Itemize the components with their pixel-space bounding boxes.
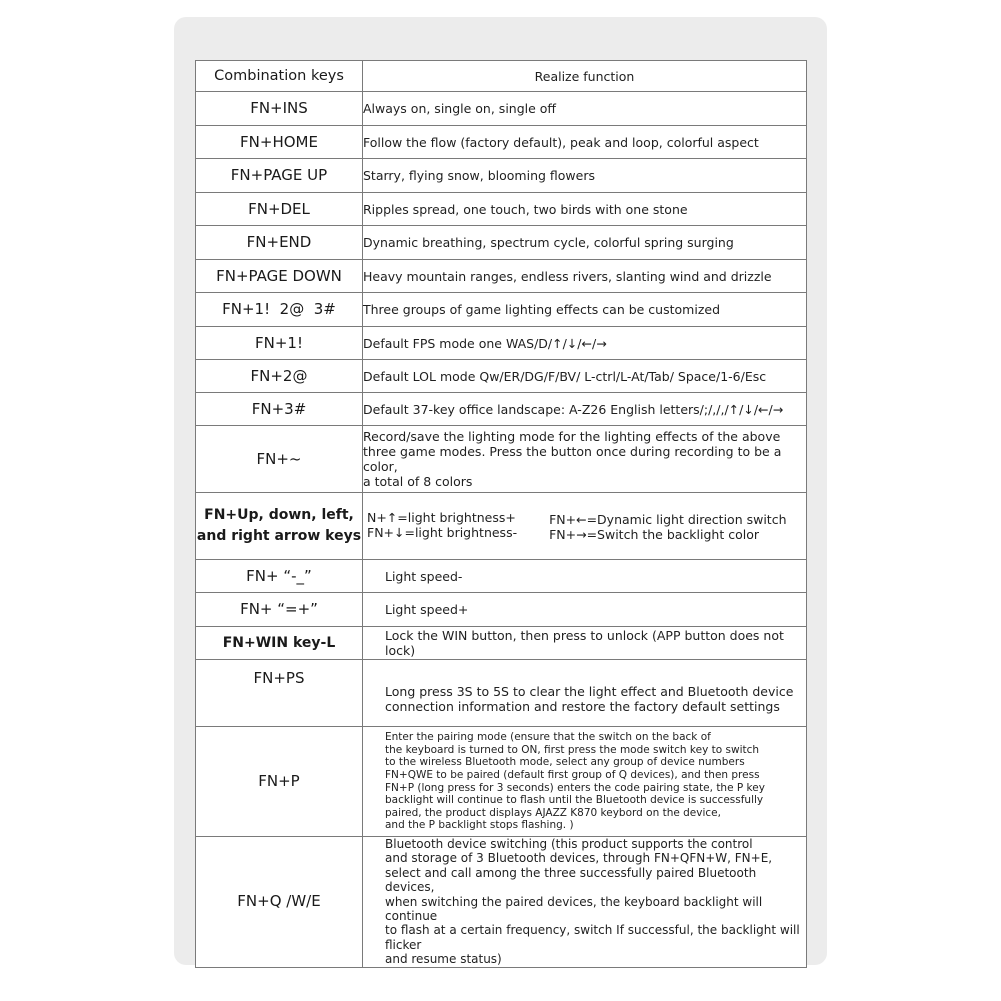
key-combo: FN+PAGE UP xyxy=(196,159,363,193)
function-text: Light speed+ xyxy=(363,593,807,627)
function-line: and resume status) xyxy=(385,952,502,967)
table-row xyxy=(196,393,807,426)
header-realize-function: Realize function xyxy=(363,61,807,92)
key-line: and right arrow keys xyxy=(196,528,362,544)
key-line: FN+Up, down, left, xyxy=(204,507,354,523)
table-row xyxy=(196,92,807,126)
key-combo: FN+ “-_” xyxy=(196,560,363,593)
function-text: Three groups of game lighting effects can be customized xyxy=(363,293,807,327)
function-text: Always on, single on, single off xyxy=(363,92,807,126)
key-combo: FN+WIN key-L xyxy=(196,627,363,660)
function-line: FN+QWE to be paired (default first group of Q devices), and then press xyxy=(385,768,760,781)
key-combo: FN+3# xyxy=(196,393,363,426)
table-row xyxy=(196,560,807,593)
table-row xyxy=(196,493,807,560)
function-line: when switching the paired devices, the keyboard backlight will continue xyxy=(385,894,763,924)
key-combo: FN+~ xyxy=(196,426,363,493)
function-text: Lock the WIN button, then press to unlock (APP button does not lock) xyxy=(363,627,807,660)
key-combo: FN+2@ xyxy=(196,360,363,393)
table-row xyxy=(196,260,807,293)
table-row xyxy=(196,627,807,660)
key-combo xyxy=(196,493,363,560)
function-text: Default LOL mode Qw/ER/DG/F/BV/ L-ctrl/L-At/Tab/ Space/1-6/Esc xyxy=(363,360,807,393)
key-combo: FN+HOME xyxy=(196,126,363,159)
table-row xyxy=(196,837,807,968)
key-combo: FN+DEL xyxy=(196,193,363,226)
key-combo: FN+1! xyxy=(196,327,363,360)
function-text: Default FPS mode one WAS/D/↑/↓/←/→ xyxy=(363,327,807,360)
function-line: and storage of 3 Bluetooth devices, through FN+QFN+W, FN+E, xyxy=(385,851,773,866)
function-text xyxy=(363,660,807,727)
function-line: select and call among the three successfully paired Bluetooth devices, xyxy=(385,865,757,895)
function-line: paired, the product displays AJAZZ K870 keybord on the device, xyxy=(385,806,721,819)
function-text xyxy=(363,493,807,560)
table-row xyxy=(196,327,807,360)
table-row xyxy=(196,593,807,627)
key-combo: FN+PAGE DOWN xyxy=(196,260,363,293)
function-text: Default 37-key office landscape: A-Z26 English letters/;/,/,/↑/↓/←/→ xyxy=(363,393,807,426)
function-line: and the P backlight stops flashing. ) xyxy=(385,819,574,832)
combination-keys-table xyxy=(195,60,807,968)
function-text xyxy=(363,727,807,837)
table-row xyxy=(196,360,807,393)
table-header-row xyxy=(196,61,807,92)
header-combination-keys: Combination keys xyxy=(196,61,363,92)
direction-column xyxy=(549,510,786,542)
function-text: Heavy mountain ranges, endless rivers, slanting wind and drizzle xyxy=(363,260,807,293)
function-line: FN+→=Switch the backlight color xyxy=(549,527,760,542)
function-line: Record/save the lighting mode for the lighting effects of the above xyxy=(363,429,781,444)
arrow-function-columns xyxy=(363,510,806,542)
function-line: Enter the pairing mode (ensure that the switch on the back of xyxy=(385,731,711,744)
key-combo: FN+END xyxy=(196,226,363,260)
table-row xyxy=(196,426,807,493)
function-text: Dynamic breathing, spectrum cycle, colorful spring surging xyxy=(363,226,807,260)
key-combo: FN+1! 2@ 3# xyxy=(196,293,363,327)
function-text: Follow the flow (factory default), peak and loop, colorful aspect xyxy=(363,126,807,159)
table-row xyxy=(196,159,807,193)
table-row xyxy=(196,727,807,837)
function-text: Starry, flying snow, blooming flowers xyxy=(363,159,807,193)
brightness-column xyxy=(367,510,517,542)
function-text xyxy=(363,426,807,493)
key-combo: FN+PS xyxy=(196,660,363,727)
table-row xyxy=(196,293,807,327)
key-combo: FN+Q /W/E xyxy=(196,837,363,968)
function-line: FN+←=Dynamic light direction switch xyxy=(549,512,787,527)
function-line: to flash at a certain frequency, switch If successful, the backlight will flicker xyxy=(385,923,800,952)
function-text: Ripples spread, one touch, two birds with one stone xyxy=(363,193,807,226)
function-line: three game modes. Press the button once during recording to be a color, xyxy=(363,444,782,474)
function-line: FN+↓=light brightness- xyxy=(367,525,518,540)
function-line: to the wireless Bluetooth mode, select any group of device numbers xyxy=(385,756,745,769)
function-line: the keyboard is turned to ON, first press the mode switch key to switch xyxy=(385,743,760,756)
key-combo: FN+ “=+” xyxy=(196,593,363,627)
function-text: Light speed- xyxy=(363,560,807,593)
table-row xyxy=(196,126,807,159)
table-row xyxy=(196,226,807,260)
function-text xyxy=(363,837,807,968)
function-line: Long press 3S to 5S to clear the light effect and Bluetooth device xyxy=(385,684,794,699)
function-line: N+↑=light brightness+ xyxy=(367,510,516,525)
function-line: FN+P (long press for 3 seconds) enters the code pairing state, the P key xyxy=(385,781,765,794)
function-line: backlight will continue to flash until the Bluetooth device is successfully xyxy=(385,794,764,807)
key-combo: FN+INS xyxy=(196,92,363,126)
table-row xyxy=(196,660,807,727)
function-line: a total of 8 colors xyxy=(363,474,473,489)
table-row xyxy=(196,193,807,226)
function-line: Bluetooth device switching (this product supports the control xyxy=(385,837,753,851)
key-combo: FN+P xyxy=(196,727,363,837)
function-line: connection information and restore the factory default settings xyxy=(385,699,780,714)
